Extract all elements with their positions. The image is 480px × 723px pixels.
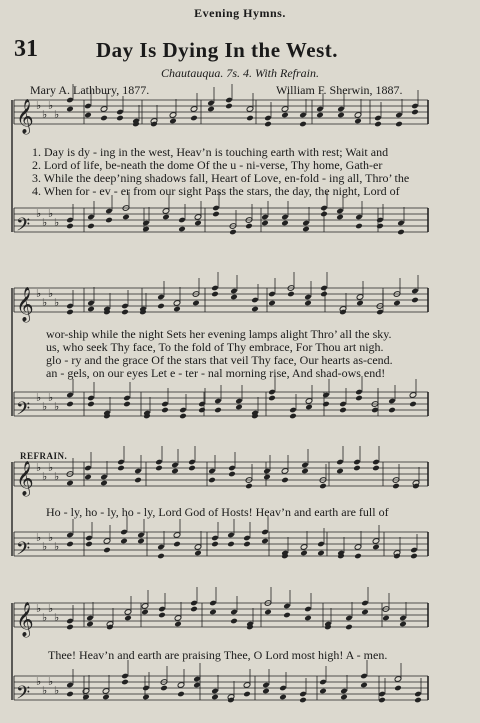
notehead: [340, 694, 348, 701]
notehead: [376, 223, 384, 230]
treble-clef-icon: 𝄞: [16, 602, 34, 637]
notehead: [268, 395, 276, 402]
flat-icon: ♭: [42, 685, 48, 697]
notehead: [117, 465, 125, 472]
flat-icon: ♭: [36, 603, 42, 615]
notehead: [354, 118, 362, 125]
notehead: [261, 538, 269, 545]
verse-3-line-1: 3. While the deep’ning shadows fall, Heart of Love, en-fold - ing all, Thro’ the: [32, 171, 410, 185]
staff-1: [14, 100, 428, 124]
notehead: [411, 297, 419, 304]
author-credit: Mary A. Lathbury, 1877.: [30, 83, 150, 97]
notehead: [243, 541, 251, 548]
notehead: [281, 112, 289, 119]
notehead: [289, 413, 297, 420]
staff-7: [14, 603, 428, 627]
verse-4-line-2: an - gels, on our eyes Let e - ter - nal morning rise, And shad-ows end!: [46, 366, 386, 380]
notehead: [317, 550, 325, 557]
flat-icon: ♭: [42, 612, 48, 624]
notehead: [300, 550, 308, 557]
flat-icon: ♭: [48, 603, 54, 615]
notehead: [160, 685, 168, 692]
notehead: [228, 471, 236, 478]
notehead: [208, 477, 216, 484]
notehead: [397, 229, 405, 236]
flat-icon: ♭: [42, 471, 48, 483]
notehead: [320, 291, 328, 298]
notehead: [345, 624, 353, 631]
notehead: [142, 226, 150, 233]
notehead: [230, 618, 238, 625]
notehead: [229, 229, 237, 236]
notehead: [361, 609, 369, 616]
notehead: [392, 483, 400, 490]
notehead: [66, 106, 74, 113]
notehead: [372, 465, 380, 472]
flat-icon: ♭: [36, 208, 42, 220]
notehead: [301, 468, 309, 475]
flat-icon: ♭: [48, 100, 54, 112]
flat-icon: ♭: [36, 100, 42, 112]
notehead: [121, 679, 129, 686]
flat-icon: ♭: [54, 685, 60, 697]
notehead: [194, 220, 202, 227]
notehead: [157, 553, 165, 560]
notehead: [194, 550, 202, 557]
notehead: [263, 474, 271, 481]
notehead: [87, 401, 95, 408]
section-title: Evening Hymns.: [194, 6, 286, 20]
notehead: [212, 211, 220, 218]
flat-icon: ♭: [54, 109, 60, 121]
notehead: [353, 465, 361, 472]
notehead: [171, 468, 179, 475]
flat-icon: ♭: [36, 676, 42, 688]
flat-icon: ♭: [42, 297, 48, 309]
notehead: [225, 103, 233, 110]
notehead: [283, 612, 291, 619]
notehead: [66, 480, 74, 487]
notehead: [209, 609, 217, 616]
notehead: [355, 223, 363, 230]
verse-2-line-2: us, who seek Thy face, To the fold of Thy embrace, For Thou art nigh.: [46, 340, 384, 354]
flat-icon: ♭: [54, 471, 60, 483]
notehead: [66, 624, 74, 631]
notehead: [84, 474, 92, 481]
notehead: [245, 483, 253, 490]
flat-icon: ♭: [48, 392, 54, 404]
notehead: [192, 300, 200, 307]
notehead: [174, 621, 182, 628]
notehead: [142, 694, 150, 701]
notehead: [179, 413, 187, 420]
notehead: [399, 621, 407, 628]
notehead: [227, 541, 235, 548]
notehead: [173, 306, 181, 313]
flat-icon: ♭: [48, 462, 54, 474]
flat-icon: ♭: [42, 217, 48, 229]
notehead: [304, 615, 312, 622]
notehead: [137, 538, 145, 545]
notehead: [188, 465, 196, 472]
notehead: [281, 220, 289, 227]
notehead: [124, 615, 132, 622]
staff-3: [14, 288, 428, 312]
notehead: [261, 220, 269, 227]
notehead: [169, 118, 177, 125]
treble-clef-icon: 𝄞: [16, 461, 34, 496]
notehead: [336, 214, 344, 221]
notehead: [120, 538, 128, 545]
notehead: [409, 401, 417, 408]
verse-1-line-2: wor-ship while the night Sets her evening lamps alight Thro’ all the sky.: [46, 327, 392, 341]
notehead: [190, 115, 198, 122]
notehead: [287, 291, 295, 298]
notehead: [393, 300, 401, 307]
flat-icon: ♭: [42, 401, 48, 413]
notehead: [299, 697, 307, 704]
notehead: [66, 691, 74, 698]
notehead: [173, 541, 181, 548]
bass-clef-icon: 𝄢: [16, 215, 31, 240]
flat-icon: ♭: [36, 288, 42, 300]
notehead: [279, 694, 287, 701]
notehead: [158, 612, 166, 619]
notehead: [374, 121, 382, 128]
notehead: [116, 115, 124, 122]
notehead: [214, 407, 222, 414]
notehead: [394, 685, 402, 692]
notehead: [382, 615, 390, 622]
notehead: [66, 223, 74, 230]
notehead: [134, 477, 142, 484]
notehead: [211, 694, 219, 701]
flat-icon: ♭: [54, 401, 60, 413]
notehead: [395, 121, 403, 128]
flat-icon: ♭: [42, 541, 48, 553]
notehead: [410, 553, 418, 560]
notehead: [251, 306, 259, 313]
verse-2-line-1: 2. Lord of life, be-neath the dome Of the u - ni-verse, Thy home, Gath-er: [32, 158, 383, 172]
flat-icon: ♭: [54, 297, 60, 309]
refrain-line-1: Ho - ly, ho - ly, ho - ly, Lord God of Hosts! Heav’n and earth are full of: [46, 505, 389, 519]
notehead: [355, 395, 363, 402]
bass-clef-icon: 𝄢: [16, 539, 31, 564]
notehead: [372, 544, 380, 551]
flat-icon: ♭: [36, 462, 42, 474]
flat-icon: ♭: [42, 109, 48, 121]
notehead: [245, 223, 253, 230]
notehead: [337, 112, 345, 119]
flat-icon: ♭: [48, 208, 54, 220]
notehead: [100, 480, 108, 487]
notehead: [305, 404, 313, 411]
notehead: [198, 407, 206, 414]
notehead: [302, 226, 310, 233]
notehead: [211, 291, 219, 298]
notehead: [85, 541, 93, 548]
notehead: [356, 300, 364, 307]
notehead: [122, 214, 130, 221]
notehead: [162, 214, 170, 221]
notehead: [211, 541, 219, 548]
notehead: [336, 468, 344, 475]
staff-8: [14, 676, 428, 700]
staff-5: [14, 462, 428, 486]
notehead: [243, 691, 251, 698]
notehead: [86, 621, 94, 628]
notehead: [121, 309, 129, 316]
notehead: [246, 115, 254, 122]
notehead: [339, 407, 347, 414]
staff-6: [14, 532, 428, 556]
flat-icon: ♭: [48, 532, 54, 544]
flat-icon: ♭: [48, 676, 54, 688]
treble-clef-icon: 𝄞: [16, 99, 34, 134]
notehead: [207, 106, 215, 113]
notehead: [235, 404, 243, 411]
notehead: [262, 688, 270, 695]
flat-icon: ♭: [36, 532, 42, 544]
verse-3-line-2: glo - ry and the grace Of the stars that veil Thy face, Our hearts as-cend.: [46, 353, 393, 367]
notehead: [84, 112, 92, 119]
hymn-number: 31: [14, 36, 38, 62]
notehead: [264, 609, 272, 616]
flat-icon: ♭: [48, 288, 54, 300]
refrain-label: REFRAIN.: [20, 451, 68, 461]
meter-line: Chautauqua. 7s. 4. With Refrain.: [160, 66, 319, 80]
notehead: [178, 226, 186, 233]
notehead: [102, 694, 110, 701]
notehead: [155, 465, 163, 472]
notehead: [354, 553, 362, 560]
notehead: [66, 541, 74, 548]
bass-clef-icon: 𝄢: [16, 683, 31, 708]
flat-icon: ♭: [54, 541, 60, 553]
composer-credit: William F. Sherwin, 1887.: [276, 83, 403, 97]
notehead: [320, 211, 328, 218]
notehead: [87, 223, 95, 230]
notehead: [161, 407, 169, 414]
notehead: [177, 691, 185, 698]
verse-4-line-1: 4. When for - ev - er from our sight Pass the stars, the day, the night, Lord of: [32, 184, 400, 198]
notehead: [103, 547, 111, 554]
notehead: [299, 121, 307, 128]
notehead: [123, 401, 131, 408]
verse-1-line-1: 1. Day is dy - ing in the west, Heav’n is touching earth with rest; Wait and: [32, 145, 389, 159]
bass-clef-icon: 𝄢: [16, 399, 31, 424]
notehead: [304, 300, 312, 307]
treble-clef-icon: 𝄞: [16, 287, 34, 322]
notehead: [411, 109, 419, 116]
refrain-line-2: Thee! Heav’n and earth are praising Thee, O Lord most high! A - men.: [48, 648, 388, 662]
notehead: [316, 112, 324, 119]
notehead: [157, 303, 165, 310]
notehead: [66, 309, 74, 316]
notehead: [230, 294, 238, 301]
notehead: [319, 483, 327, 490]
flat-icon: ♭: [36, 392, 42, 404]
notehead: [87, 306, 95, 313]
notehead: [141, 609, 149, 616]
notehead: [66, 401, 74, 408]
notehead: [414, 697, 422, 704]
notehead: [268, 300, 276, 307]
flat-icon: ♭: [54, 217, 60, 229]
staff-2: [14, 208, 428, 232]
notehead: [264, 121, 272, 128]
notehead: [360, 682, 368, 689]
notehead: [319, 688, 327, 695]
notehead: [388, 407, 396, 414]
notehead: [190, 606, 198, 613]
flat-icon: ♭: [54, 612, 60, 624]
notehead: [82, 694, 90, 701]
notehead: [100, 115, 108, 122]
notehead: [105, 217, 113, 224]
notehead: [281, 477, 289, 484]
notehead: [322, 401, 330, 408]
hymn-title: Day Is Dying In the West.: [96, 38, 338, 62]
